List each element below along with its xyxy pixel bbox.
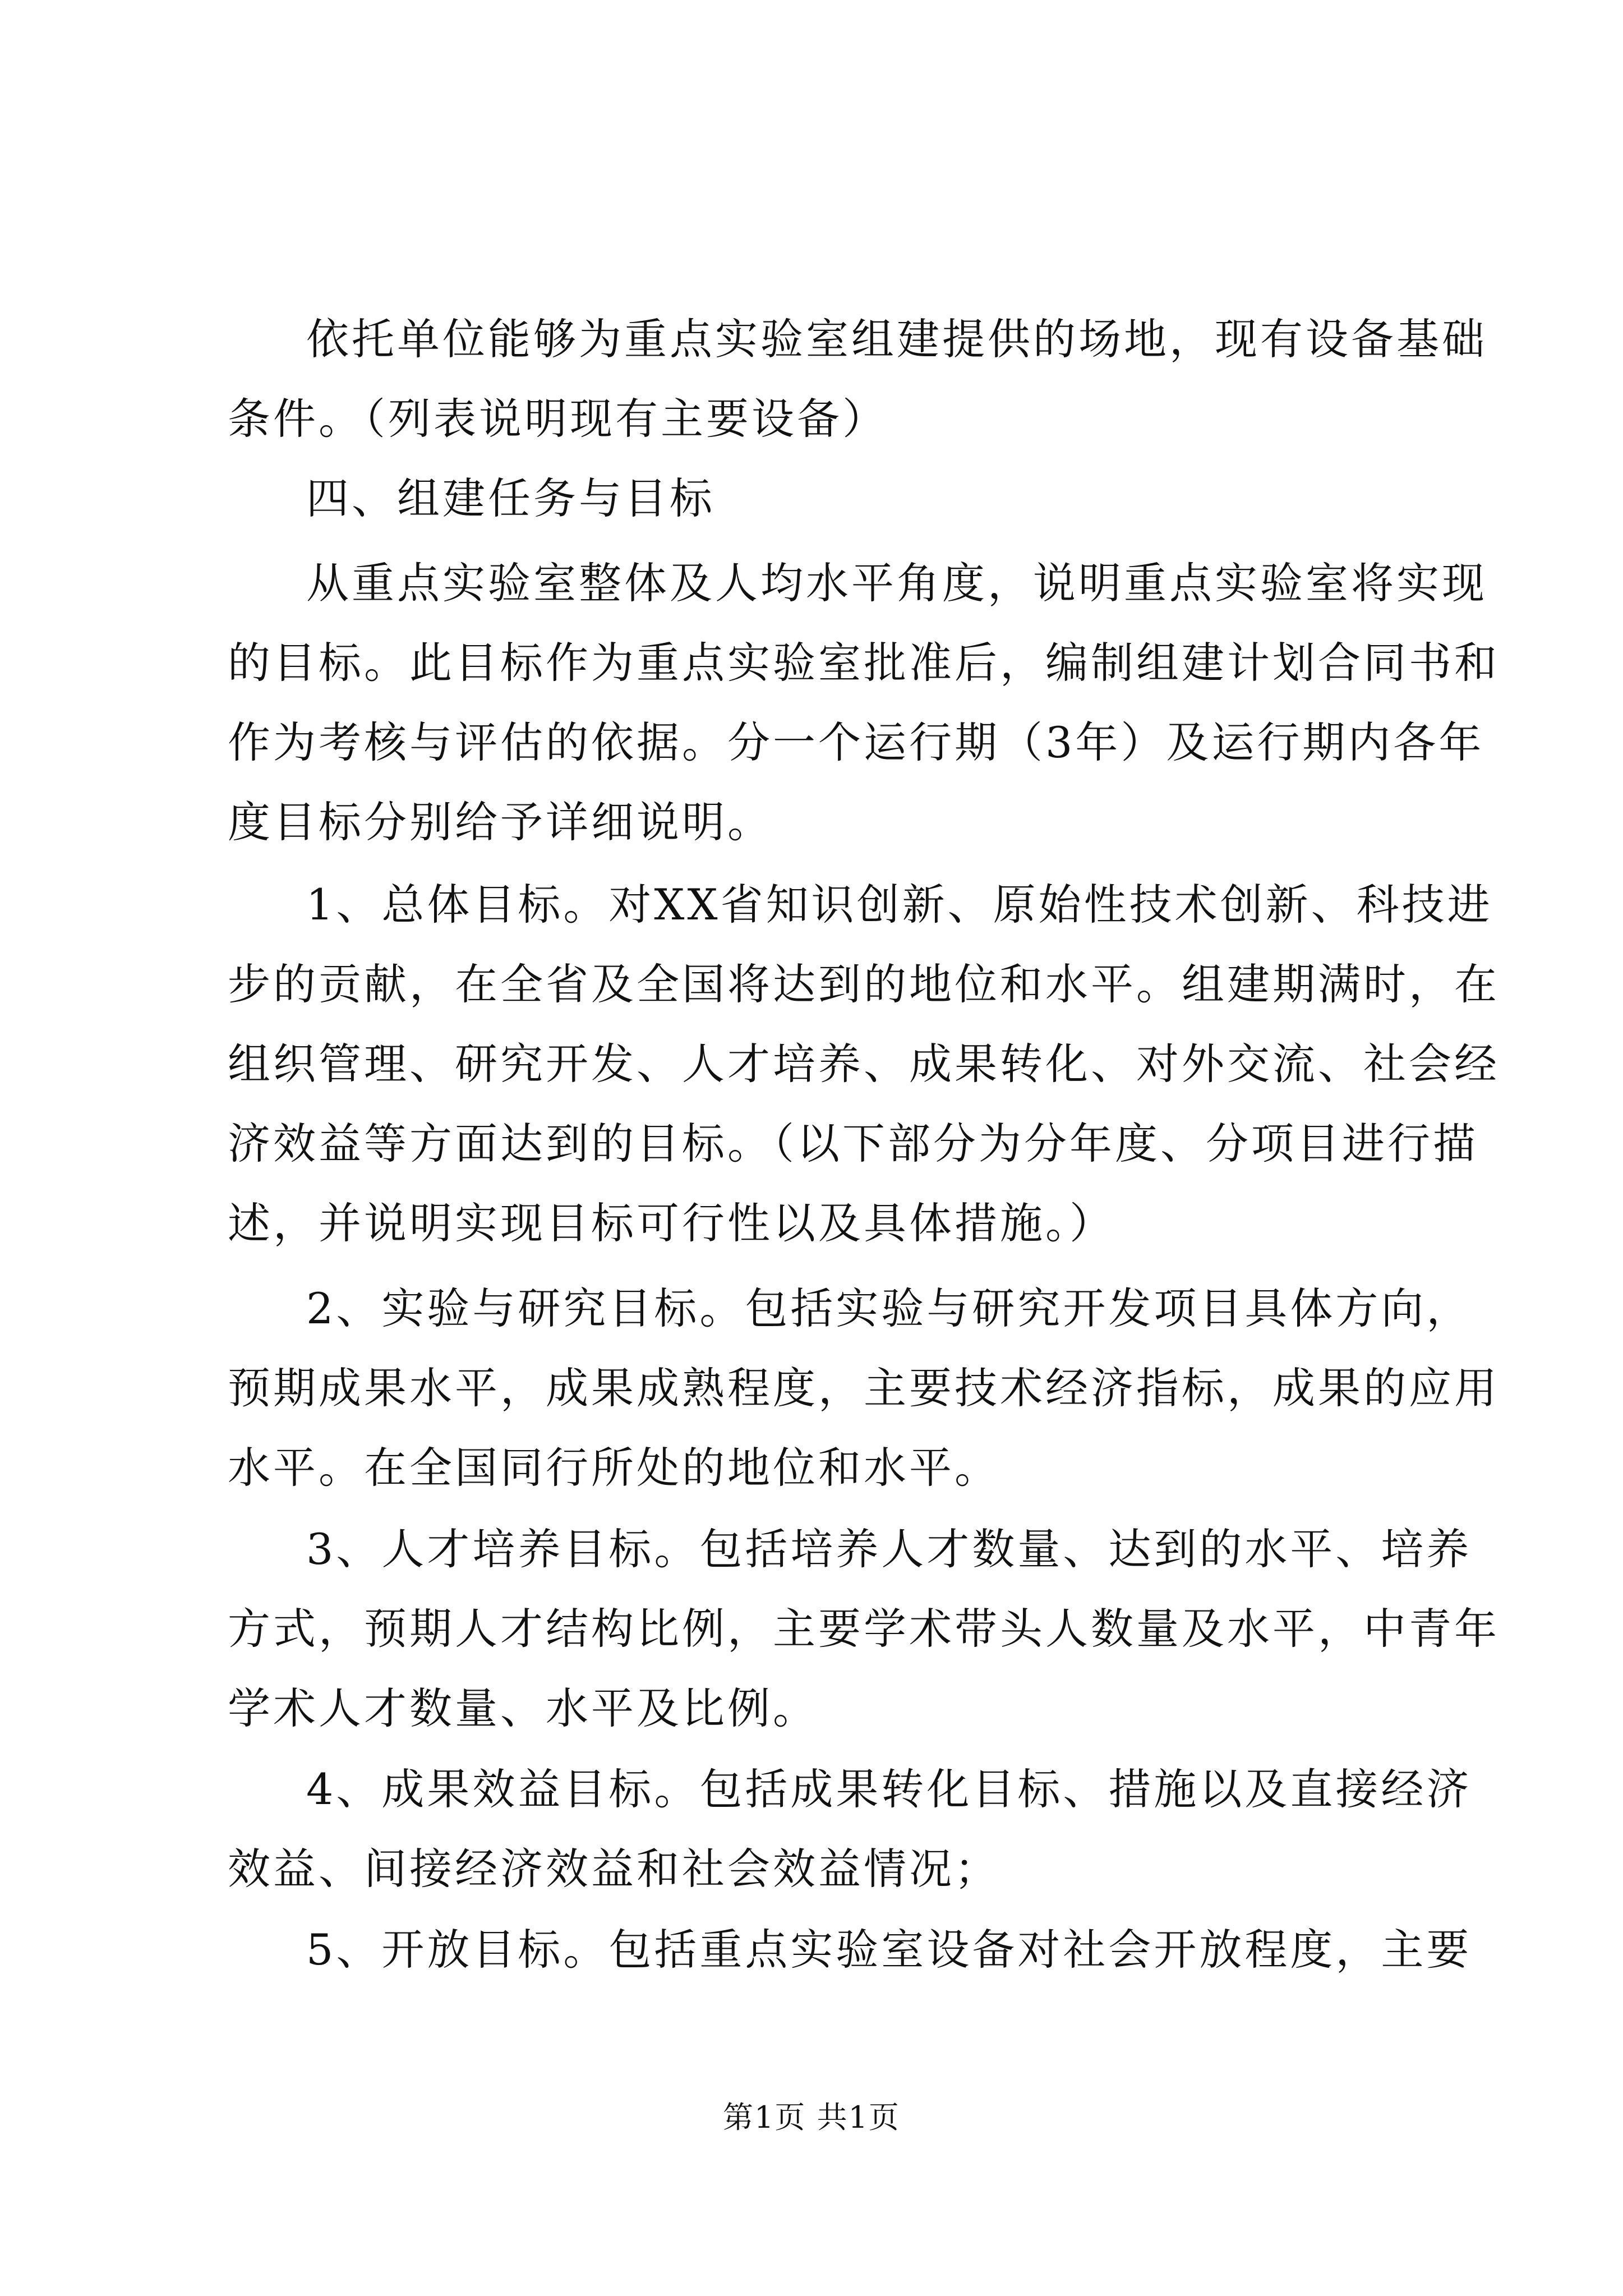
- paragraph-line: 步的贡献，在全省及全国将达到的地位和水平。组建期满时，在: [228, 959, 1500, 1009]
- paragraph-line: 述，并说明实现目标可行性以及具体措施。）: [228, 1198, 1115, 1248]
- paragraph-line: 作为考核与评估的依据。分一个运行期（3年）及运行期内各年: [228, 717, 1484, 767]
- paragraph-line: 学术人才数量、水平及比例。: [228, 1683, 818, 1733]
- paragraph-line: 1、总体目标。对XX省知识创新、原始性技术创新、科技进: [306, 880, 1493, 930]
- paragraph-line: 的目标。此目标作为重点实验室批准后，编制组建计划合同书和: [228, 638, 1500, 688]
- paragraph-line: 效益、间接经济效益和社会效益情况；: [228, 1844, 1000, 1894]
- paragraph-line: 条件。（列表说明现有主要设备）: [228, 394, 888, 444]
- paragraph-line: 济效益等方面达到的目标。（以下部分为分年度、分项目进行描: [228, 1119, 1478, 1168]
- paragraph-line: 水平。在全国同行所处的地位和水平。: [228, 1443, 1000, 1493]
- paragraph-line: 组织管理、研究开发、人才培养、成果转化、对外交流、社会经: [228, 1039, 1500, 1089]
- paragraph-line: 度目标分别给予详细说明。: [228, 797, 773, 847]
- page-number-footer: 第1页 共1页: [723, 2100, 900, 2135]
- paragraph-line: 预期成果水平，成果成熟程度，主要技术经济指标，成果的应用: [228, 1363, 1500, 1413]
- paragraph-line: 方式，预期人才结构比例，主要学术带头人数量及水平，中青年: [228, 1604, 1500, 1654]
- section-heading: 四、组建任务与目标: [306, 473, 715, 523]
- paragraph-line: 依托单位能够为重点实验室组建提供的场地，现有设备基础: [306, 314, 1487, 364]
- paragraph-line: 5、开放目标。包括重点实验室设备对社会开放程度，主要: [306, 1925, 1472, 1975]
- paragraph-line: 4、成果效益目标。包括成果转化目标、措施以及直接经济: [306, 1764, 1472, 1814]
- paragraph-line: 2、实验与研究目标。包括实验与研究开发项目具体方向，: [306, 1283, 1472, 1333]
- paragraph-line: 从重点实验室整体及人均水平角度，说明重点实验室将实现: [306, 558, 1487, 608]
- paragraph-line: 3、人才培养目标。包括培养人才数量、达到的水平、培养: [306, 1524, 1472, 1574]
